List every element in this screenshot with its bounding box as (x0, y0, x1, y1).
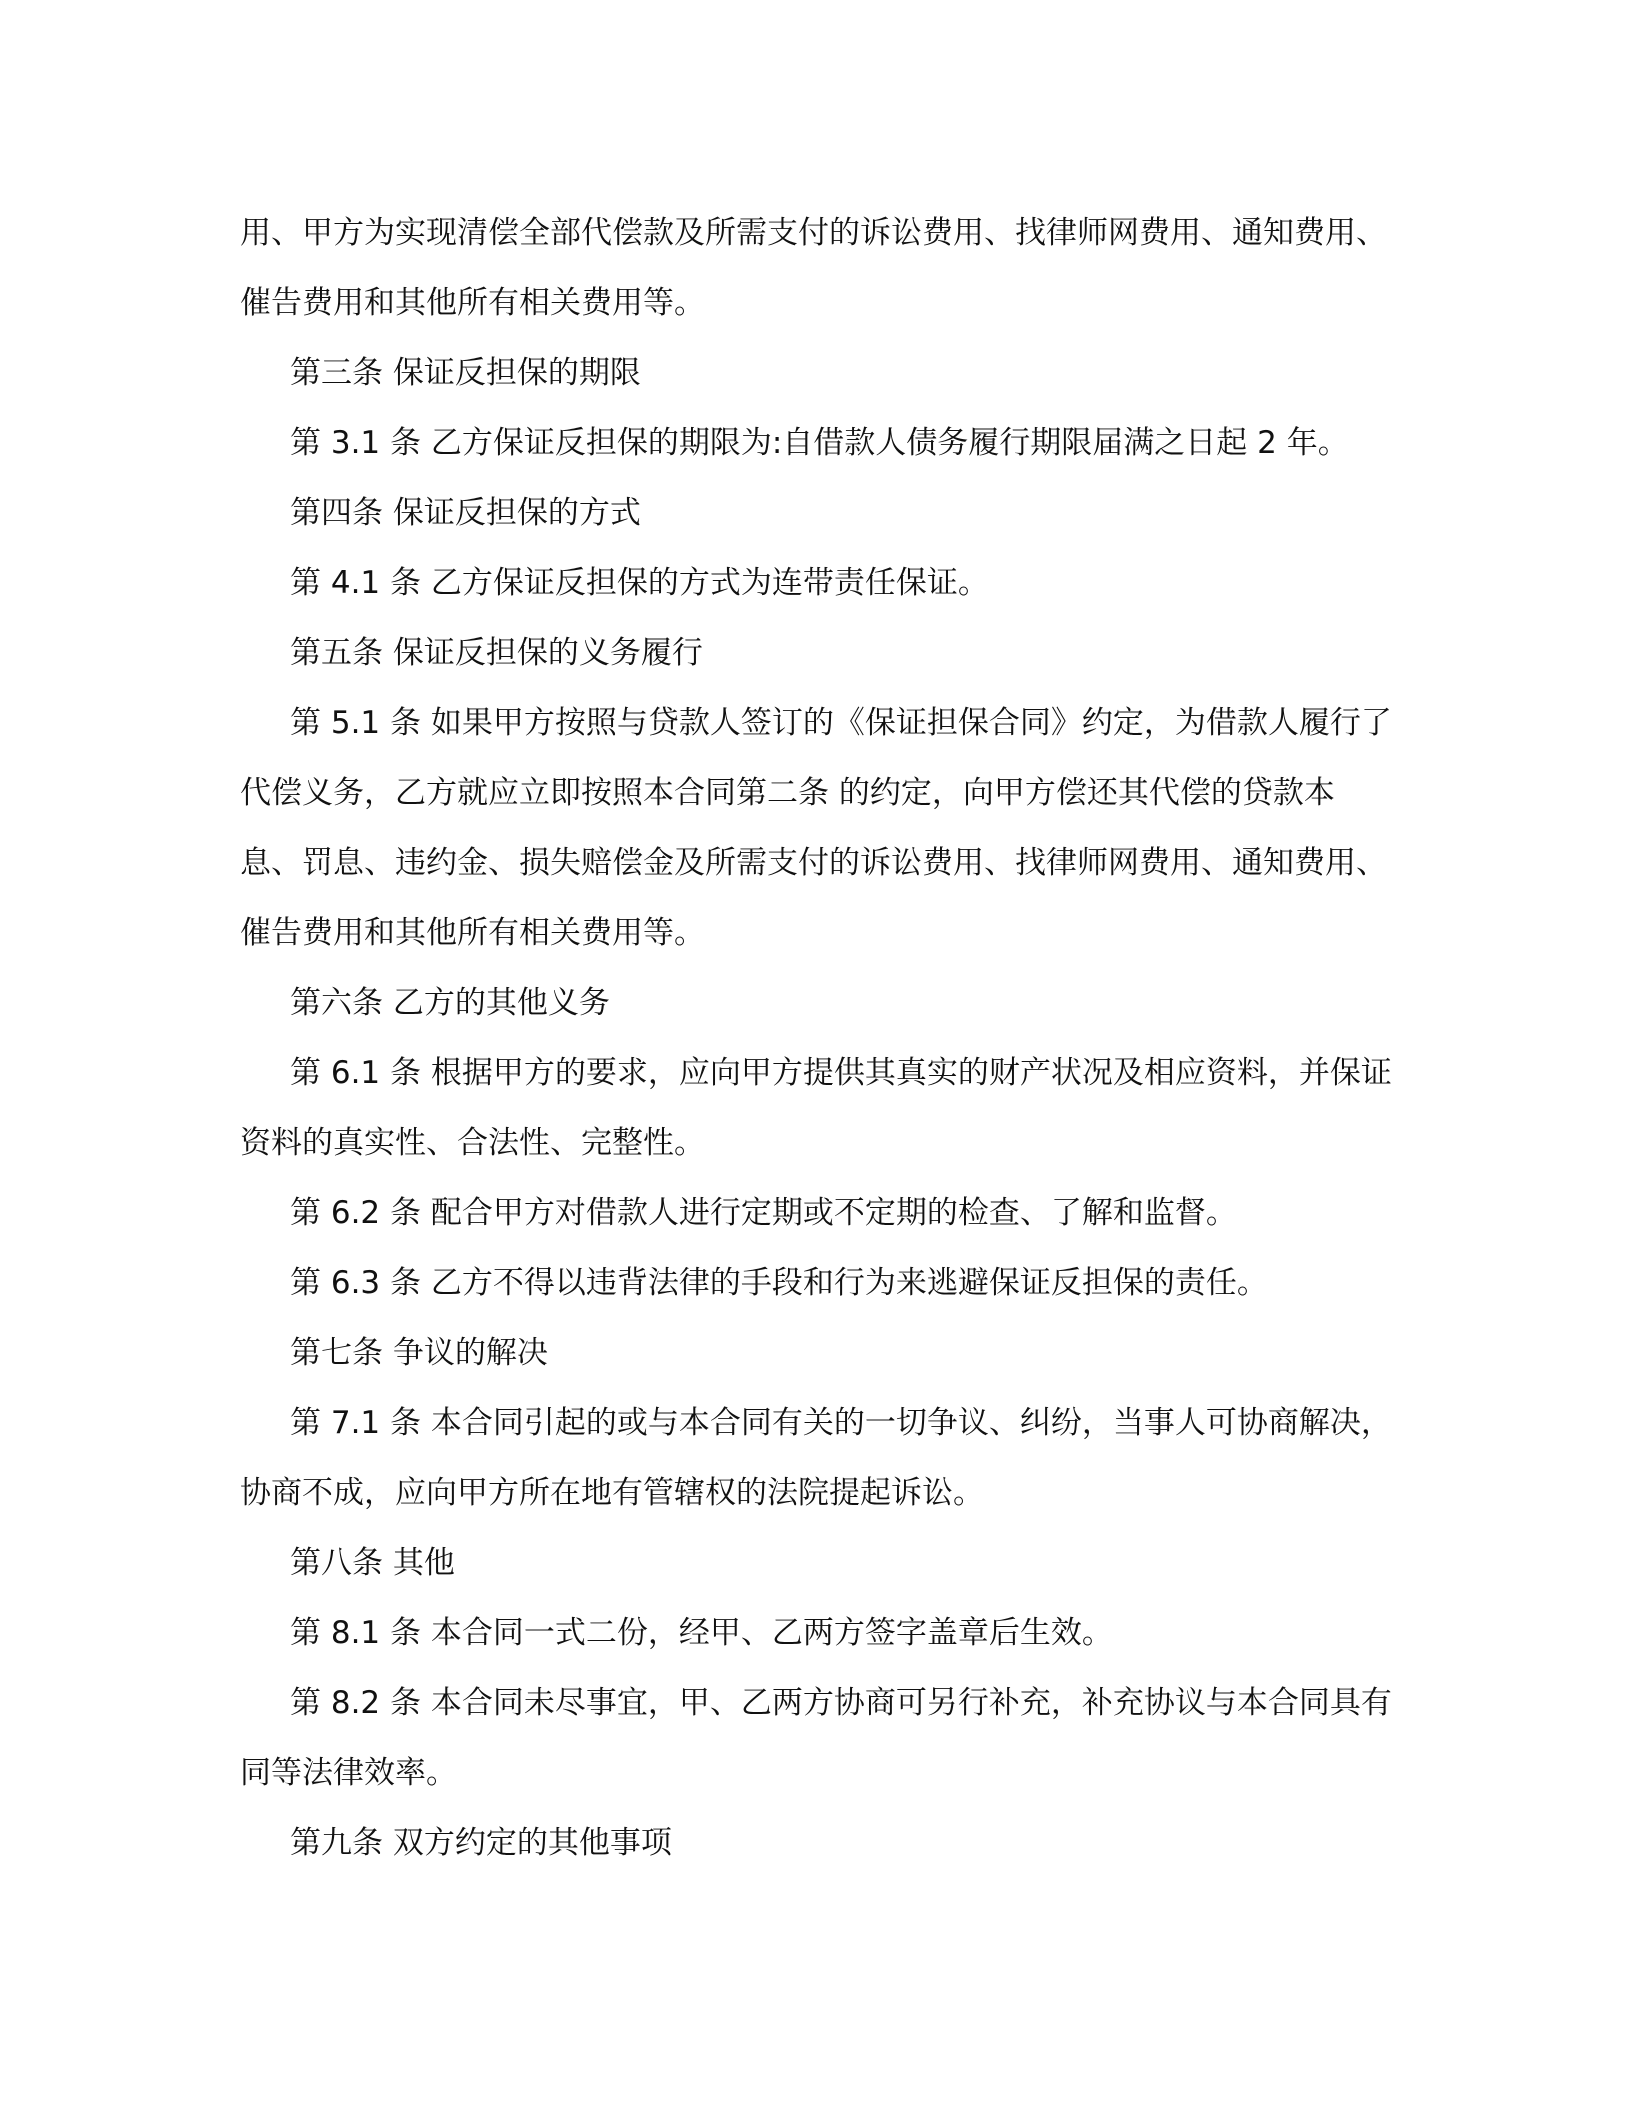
article-9-heading: 第九条 双方约定的其他事项 (290, 1825, 672, 1861)
clause-6-3: 第 6.3 条 乙方不得以违背法律的手段和行为来逃避保证反担保的责任。 (290, 1265, 1268, 1301)
clause-4-1: 第 4.1 条 乙方保证反担保的方式为连带责任保证。 (290, 565, 989, 601)
article-7-heading: 第七条 争议的解决 (290, 1335, 548, 1371)
article-4-heading: 第四条 保证反担保的方式 (290, 495, 641, 531)
clause-7-1: 第 7.1 条 本合同引起的或与本合同有关的一切争议、纠纷，当事人可协商解决，协商不成，应向甲方所在地有管辖权的法院提起诉讼。 (240, 1405, 1392, 1511)
article-3-heading: 第三条 保证反担保的期限 (290, 355, 641, 391)
clause-8-2: 第 8.2 条 本合同未尽事宜，甲、乙两方协商可另行补充，补充协议与本合同具有同等法律效率。 (240, 1685, 1392, 1791)
clause-6-2: 第 6.2 条 配合甲方对借款人进行定期或不定期的检查、了解和监督。 (290, 1195, 1237, 1231)
clause-3-1: 第 3.1 条 乙方保证反担保的期限为:自借款人债务履行期限届满之日起 2 年。 (290, 425, 1349, 461)
clause-5-1: 第 5.1 条 如果甲方按照与贷款人签订的《保证担保合同》约定，为借款人履行了代偿义务，乙方就应立即按照本合同第二条 的约定，向甲方偿还其代偿的贷款本息、罚息、违约金、损失赔偿金及所需支付的诉讼费用、找律师网费用、通知费用、催告费用和其他所有相关费用等。 (240, 705, 1392, 951)
paragraph-continuation: 用、甲方为实现清偿全部代偿款及所需支付的诉讼费用、找律师网费用、通知费用、催告费用和其他所有相关费用等。 (240, 215, 1387, 321)
article-6-heading: 第六条 乙方的其他义务 (290, 985, 610, 1021)
article-8-heading: 第八条 其他 (290, 1545, 455, 1581)
clause-6-1: 第 6.1 条 根据甲方的要求，应向甲方提供其真实的财产状况及相应资料，并保证资料的真实性、合法性、完整性。 (240, 1055, 1392, 1161)
clause-8-1: 第 8.1 条 本合同一式二份，经甲、乙两方签字盖章后生效。 (290, 1615, 1113, 1651)
document-body (240, 198, 1396, 1878)
article-5-heading: 第五条 保证反担保的义务履行 (290, 635, 703, 671)
